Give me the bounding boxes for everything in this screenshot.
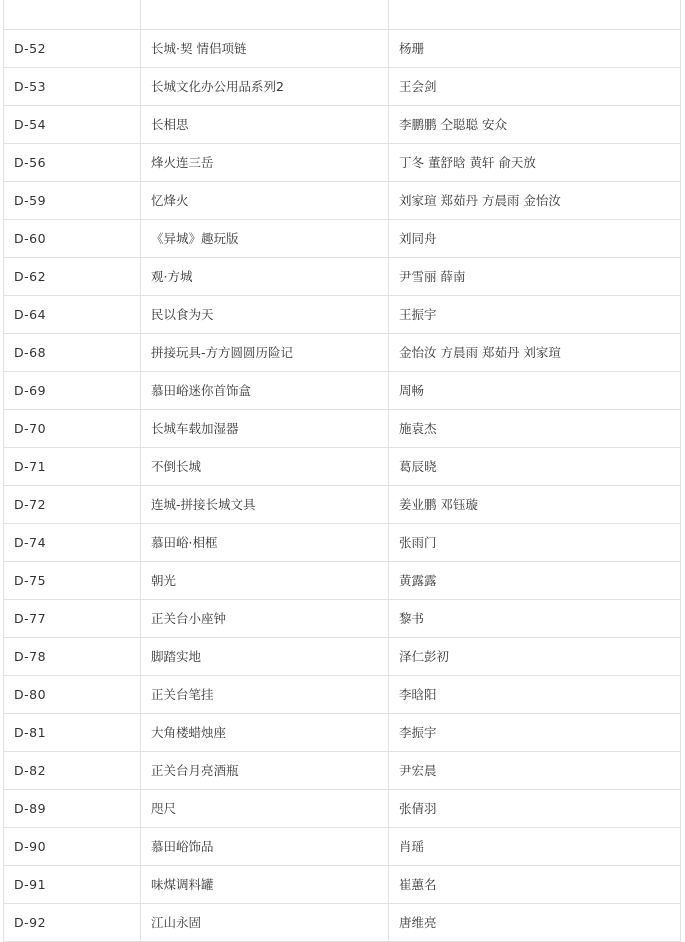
entry-authors-cell: 尹雪丽 薛南 [389, 258, 681, 296]
entry-authors-cell: 刘家瑄 郑茹丹 方晨雨 金怡汝 [389, 182, 681, 220]
entry-authors-cell: 李鹏鹏 仝聪聪 安众 [389, 106, 681, 144]
entry-authors-cell: 尹宏晨 [389, 752, 681, 790]
entry-authors-cell: 周畅 [389, 372, 681, 410]
entry-code-cell: D-71 [4, 448, 141, 486]
table-row [4, 68, 681, 106]
entry-authors-cell: 葛辰晓 [389, 448, 681, 486]
table-row [4, 562, 681, 600]
entry-code-cell: D-53 [4, 68, 141, 106]
table-row [4, 334, 681, 372]
entry-authors-cell: 肖瑶 [389, 828, 681, 866]
entry-code-cell: D-78 [4, 638, 141, 676]
entry-code-cell: D-72 [4, 486, 141, 524]
entry-code-cell: D-82 [4, 752, 141, 790]
table-row [4, 296, 681, 334]
entry-code-cell: D-91 [4, 866, 141, 904]
entry-title-cell: 大角楼蜡烛座 [141, 714, 389, 752]
table-row [4, 752, 681, 790]
entry-title-cell: 江山永固 [141, 904, 389, 942]
entry-code-cell [4, 0, 141, 30]
table-row [4, 866, 681, 904]
entry-code-cell: D-89 [4, 790, 141, 828]
table-row [4, 0, 681, 30]
entry-code-cell: D-60 [4, 220, 141, 258]
entry-code-cell: D-74 [4, 524, 141, 562]
entry-code-cell: D-77 [4, 600, 141, 638]
entry-title-cell: 民以食为天 [141, 296, 389, 334]
entry-code-cell: D-54 [4, 106, 141, 144]
results-table-body [4, 0, 681, 942]
table-row [4, 448, 681, 486]
table-row [4, 524, 681, 562]
entry-code-cell: D-75 [4, 562, 141, 600]
table-row [4, 638, 681, 676]
entry-authors-cell: 泽仁彭初 [389, 638, 681, 676]
entry-title-cell: 咫尺 [141, 790, 389, 828]
entry-authors-cell: 李振宇 [389, 714, 681, 752]
entry-title-cell: 不倒长城 [141, 448, 389, 486]
table-row [4, 372, 681, 410]
entry-title-cell: 长城文化办公用品系列2 [141, 68, 389, 106]
table-row [4, 904, 681, 942]
entry-authors-cell: 金怡汝 方晨雨 郑茹丹 刘家瑄 [389, 334, 681, 372]
entry-code-cell: D-70 [4, 410, 141, 448]
entry-code-cell: D-90 [4, 828, 141, 866]
entry-title-cell: 正关台月亮酒瓶 [141, 752, 389, 790]
table-row [4, 600, 681, 638]
entry-title-cell: 正关台小座钟 [141, 600, 389, 638]
table-row [4, 220, 681, 258]
entry-authors-cell: 施袁杰 [389, 410, 681, 448]
entry-title-cell: 烽火连三岳 [141, 144, 389, 182]
entry-code-cell: D-56 [4, 144, 141, 182]
entry-code-cell: D-68 [4, 334, 141, 372]
entry-code-cell: D-64 [4, 296, 141, 334]
entry-authors-cell: 王会剑 [389, 68, 681, 106]
entry-title-cell: 慕田峪迷你首饰盒 [141, 372, 389, 410]
table-row [4, 486, 681, 524]
entry-authors-cell [389, 0, 681, 30]
entry-code-cell: D-80 [4, 676, 141, 714]
table-row [4, 182, 681, 220]
table-row [4, 714, 681, 752]
entry-authors-cell: 姜业鹏 邓钰璇 [389, 486, 681, 524]
table-row [4, 676, 681, 714]
entry-title-cell: 连城-拼接长城文具 [141, 486, 389, 524]
entry-authors-cell: 唐维亮 [389, 904, 681, 942]
entry-authors-cell: 黎书 [389, 600, 681, 638]
table-row [4, 144, 681, 182]
entry-title-cell: 拼接玩具-方方圆圆历险记 [141, 334, 389, 372]
table-row [4, 410, 681, 448]
entry-authors-cell: 李晗阳 [389, 676, 681, 714]
entry-code-cell: D-69 [4, 372, 141, 410]
entry-authors-cell: 黄露露 [389, 562, 681, 600]
entry-authors-cell: 张雨门 [389, 524, 681, 562]
entry-title-cell: 观·方城 [141, 258, 389, 296]
entry-code-cell: D-62 [4, 258, 141, 296]
entry-authors-cell: 杨珊 [389, 30, 681, 68]
table-row [4, 790, 681, 828]
entry-authors-cell: 张倩羽 [389, 790, 681, 828]
entry-code-cell: D-52 [4, 30, 141, 68]
entry-title-cell: 正关台笔挂 [141, 676, 389, 714]
entry-authors-cell: 王振宇 [389, 296, 681, 334]
table-row [4, 828, 681, 866]
entry-title-cell: 慕田峪饰品 [141, 828, 389, 866]
entry-title-cell [141, 0, 389, 30]
entry-code-cell: D-92 [4, 904, 141, 942]
table-row [4, 30, 681, 68]
entry-title-cell: 脚踏实地 [141, 638, 389, 676]
entry-title-cell: 朝光 [141, 562, 389, 600]
entry-title-cell: 慕田峪·相框 [141, 524, 389, 562]
entry-authors-cell: 丁冬 董舒晗 黄轩 俞天放 [389, 144, 681, 182]
entry-title-cell: 长城车载加湿器 [141, 410, 389, 448]
entry-title-cell: 长相思 [141, 106, 389, 144]
results-table [3, 0, 681, 942]
entry-authors-cell: 崔蕙名 [389, 866, 681, 904]
entry-authors-cell: 刘同舟 [389, 220, 681, 258]
entry-code-cell: D-59 [4, 182, 141, 220]
table-row [4, 106, 681, 144]
entry-code-cell: D-81 [4, 714, 141, 752]
entry-title-cell: 《异城》趣玩版 [141, 220, 389, 258]
entry-title-cell: 长城·契 情侣项链 [141, 30, 389, 68]
table-row [4, 258, 681, 296]
entry-title-cell: 忆烽火 [141, 182, 389, 220]
entry-title-cell: 味煤调料罐 [141, 866, 389, 904]
